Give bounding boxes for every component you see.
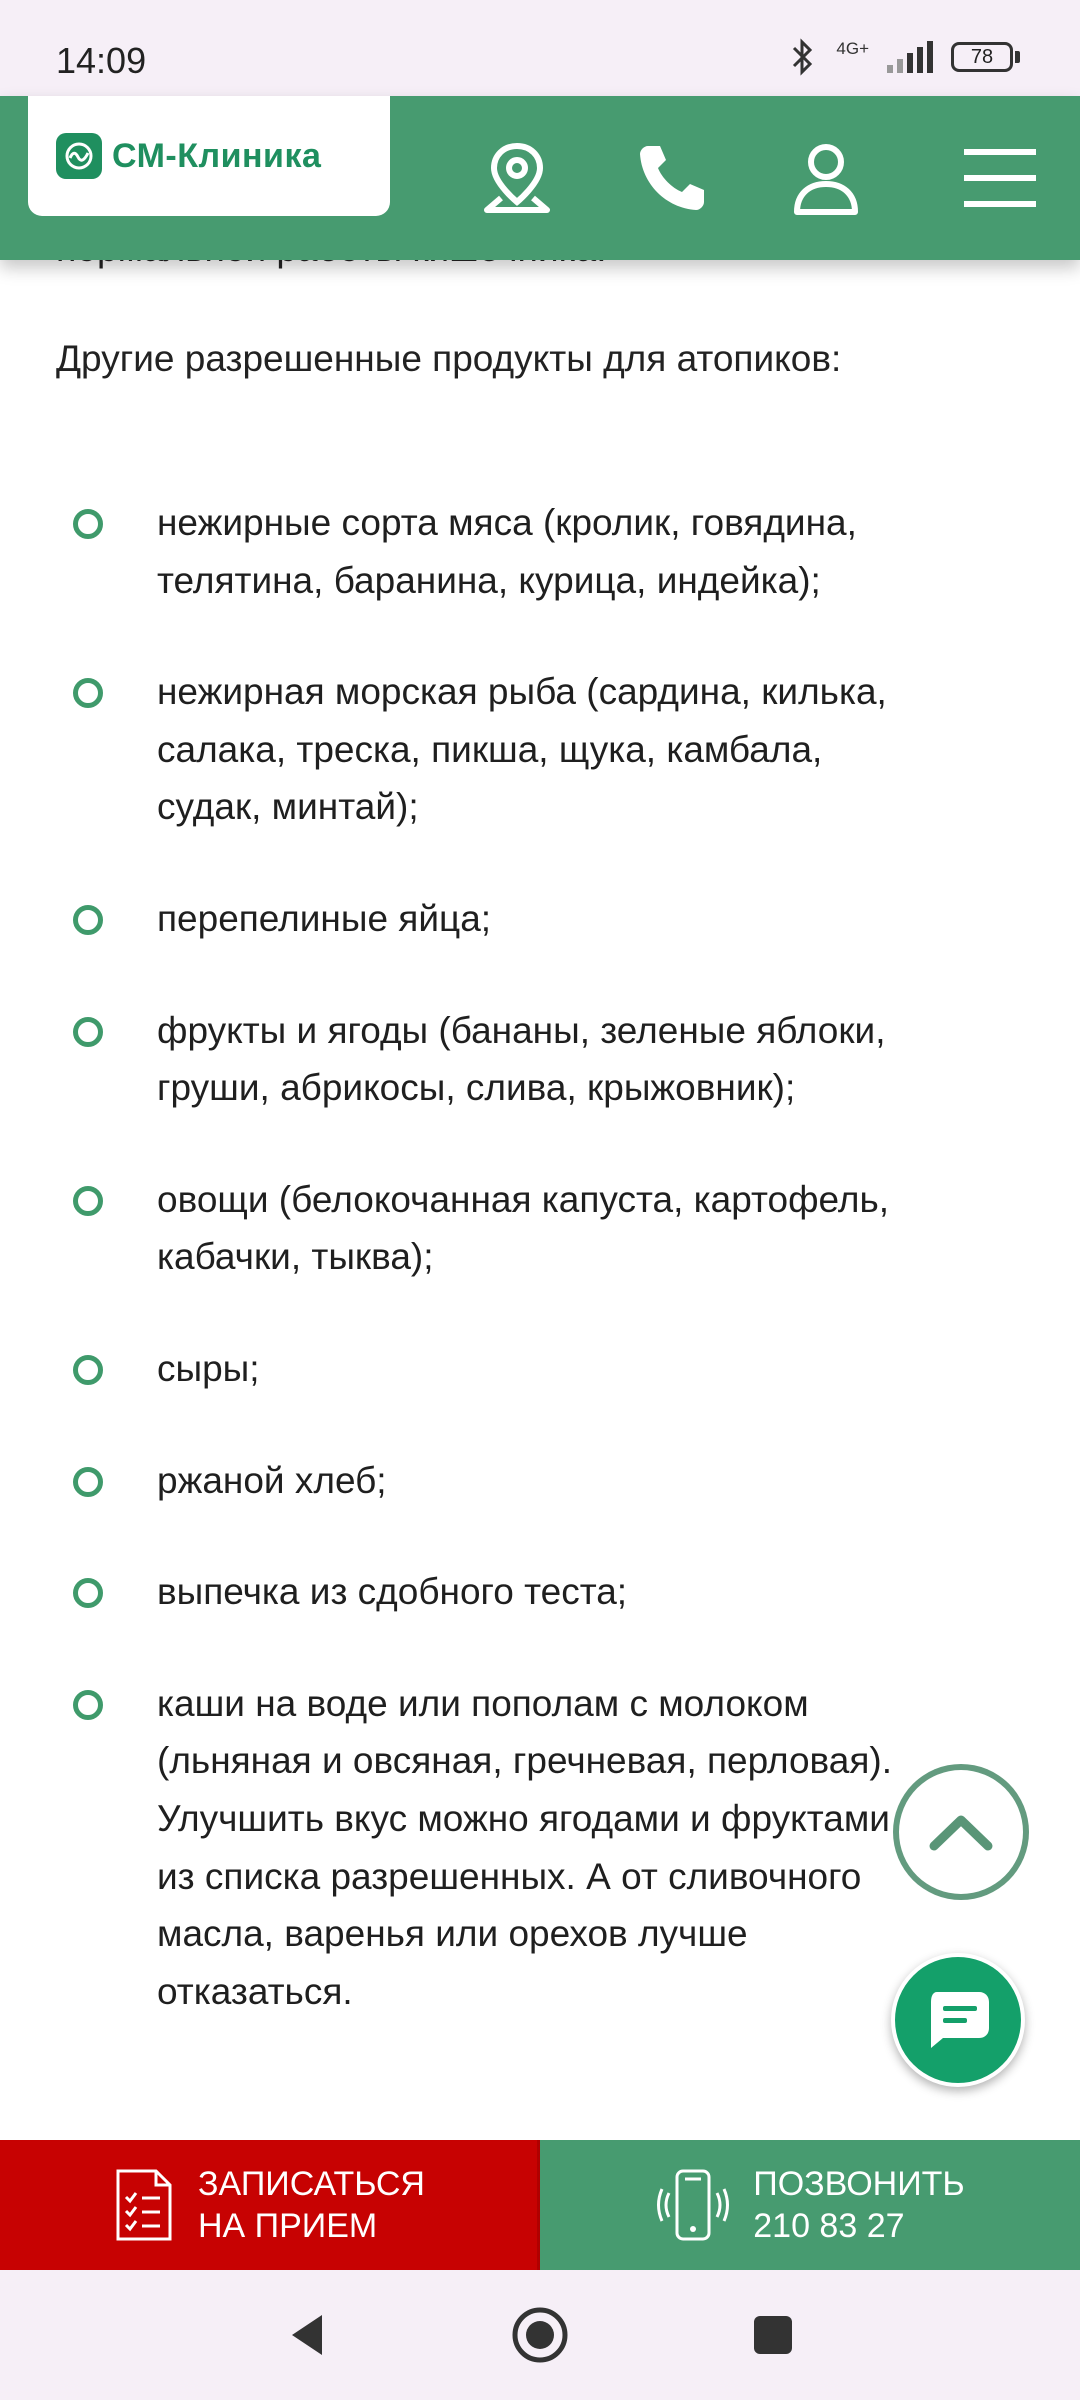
book-label-line2: НА ПРИЕМ — [198, 2207, 378, 2245]
status-bar — [0, 0, 1080, 96]
site-header — [0, 96, 1080, 260]
home-icon — [510, 2305, 570, 2365]
list-item: каши на воде или пополам с молоком (льняная и овсяная, гречневая, перловая). Улучшить вкус можно ягодами и фруктами из списка разрешенных. А от сливочного масла, варенья или орехов лучше отказаться. — [0, 1675, 1080, 2021]
back-button[interactable] — [256, 2270, 356, 2400]
user-icon — [791, 138, 861, 218]
book-appointment-button[interactable] — [0, 2140, 540, 2270]
circle-bullet-icon — [73, 1017, 103, 1047]
circle-bullet-icon — [73, 905, 103, 935]
cta-bar — [0, 2140, 1080, 2270]
circle-bullet-icon — [73, 1355, 103, 1385]
list-item: нежирные сорта мяса (кролик, говядина, телятина, баранина, курица, индейка); — [0, 494, 1080, 609]
battery-icon — [951, 42, 1020, 72]
status-icons — [788, 38, 1020, 76]
recents-icon — [752, 2314, 794, 2356]
list-item: овощи (белокочанная капуста, картофель, кабачки, тыква); — [0, 1171, 1080, 1286]
menu-button[interactable] — [950, 96, 1050, 260]
circle-bullet-icon — [73, 1690, 103, 1720]
location-button[interactable] — [467, 96, 567, 260]
list-item: ржаной хлеб; — [0, 1452, 1080, 1510]
logo-mark-icon — [56, 133, 102, 179]
signal-icon — [887, 41, 933, 73]
list-item: нежирная морская рыба (сардина, килька, салака, треска, пикша, щука, камбала, судак, минтай); — [0, 663, 1080, 836]
checklist-icon — [112, 2165, 176, 2245]
circle-bullet-icon — [73, 1467, 103, 1497]
logo[interactable] — [28, 96, 390, 216]
circle-bullet-icon — [73, 1578, 103, 1608]
circle-bullet-icon — [73, 678, 103, 708]
back-icon — [286, 2311, 326, 2359]
phone-button[interactable] — [622, 96, 722, 260]
navigation-bar — [0, 2270, 1080, 2400]
network-type: 4G+ — [836, 39, 869, 58]
account-button[interactable] — [776, 96, 876, 260]
list-intro: Другие разрешенные продукты для атопиков: — [56, 338, 842, 379]
call-phone-number: 210 83 27 — [753, 2207, 905, 2245]
scroll-to-top-button[interactable] — [893, 1764, 1029, 1900]
recents-button[interactable] — [723, 2270, 823, 2400]
chat-icon — [923, 1988, 993, 2052]
chevron-up-icon — [926, 1810, 996, 1854]
battery-level: 78 — [970, 45, 994, 68]
call-button[interactable] — [540, 2140, 1080, 2270]
chat-button[interactable] — [891, 1953, 1025, 2087]
call-label-line1: ПОЗВОНИТЬ — [753, 2165, 965, 2203]
menu-icon — [962, 145, 1038, 211]
book-label-line1: ЗАПИСАТЬСЯ — [198, 2165, 425, 2203]
location-icon — [477, 138, 557, 218]
phone-icon — [634, 140, 710, 216]
home-button[interactable] — [490, 2270, 590, 2400]
circle-bullet-icon — [73, 509, 103, 539]
bluetooth-icon — [788, 38, 818, 76]
circle-bullet-icon — [73, 1186, 103, 1216]
list-item: сыры; — [0, 1340, 1080, 1398]
status-time: 14:09 — [56, 40, 147, 81]
list-item: выпечка из сдобного теста; — [0, 1563, 1080, 1621]
phone-ringing-icon — [655, 2167, 731, 2243]
list-item: перепелиные яйца; — [0, 890, 1080, 948]
list-item: фрукты и ягоды (бананы, зеленые яблоки, груши, абрикосы, слива, крыжовник); — [0, 1002, 1080, 1117]
logo-text: СМ-Клиника — [112, 136, 322, 175]
